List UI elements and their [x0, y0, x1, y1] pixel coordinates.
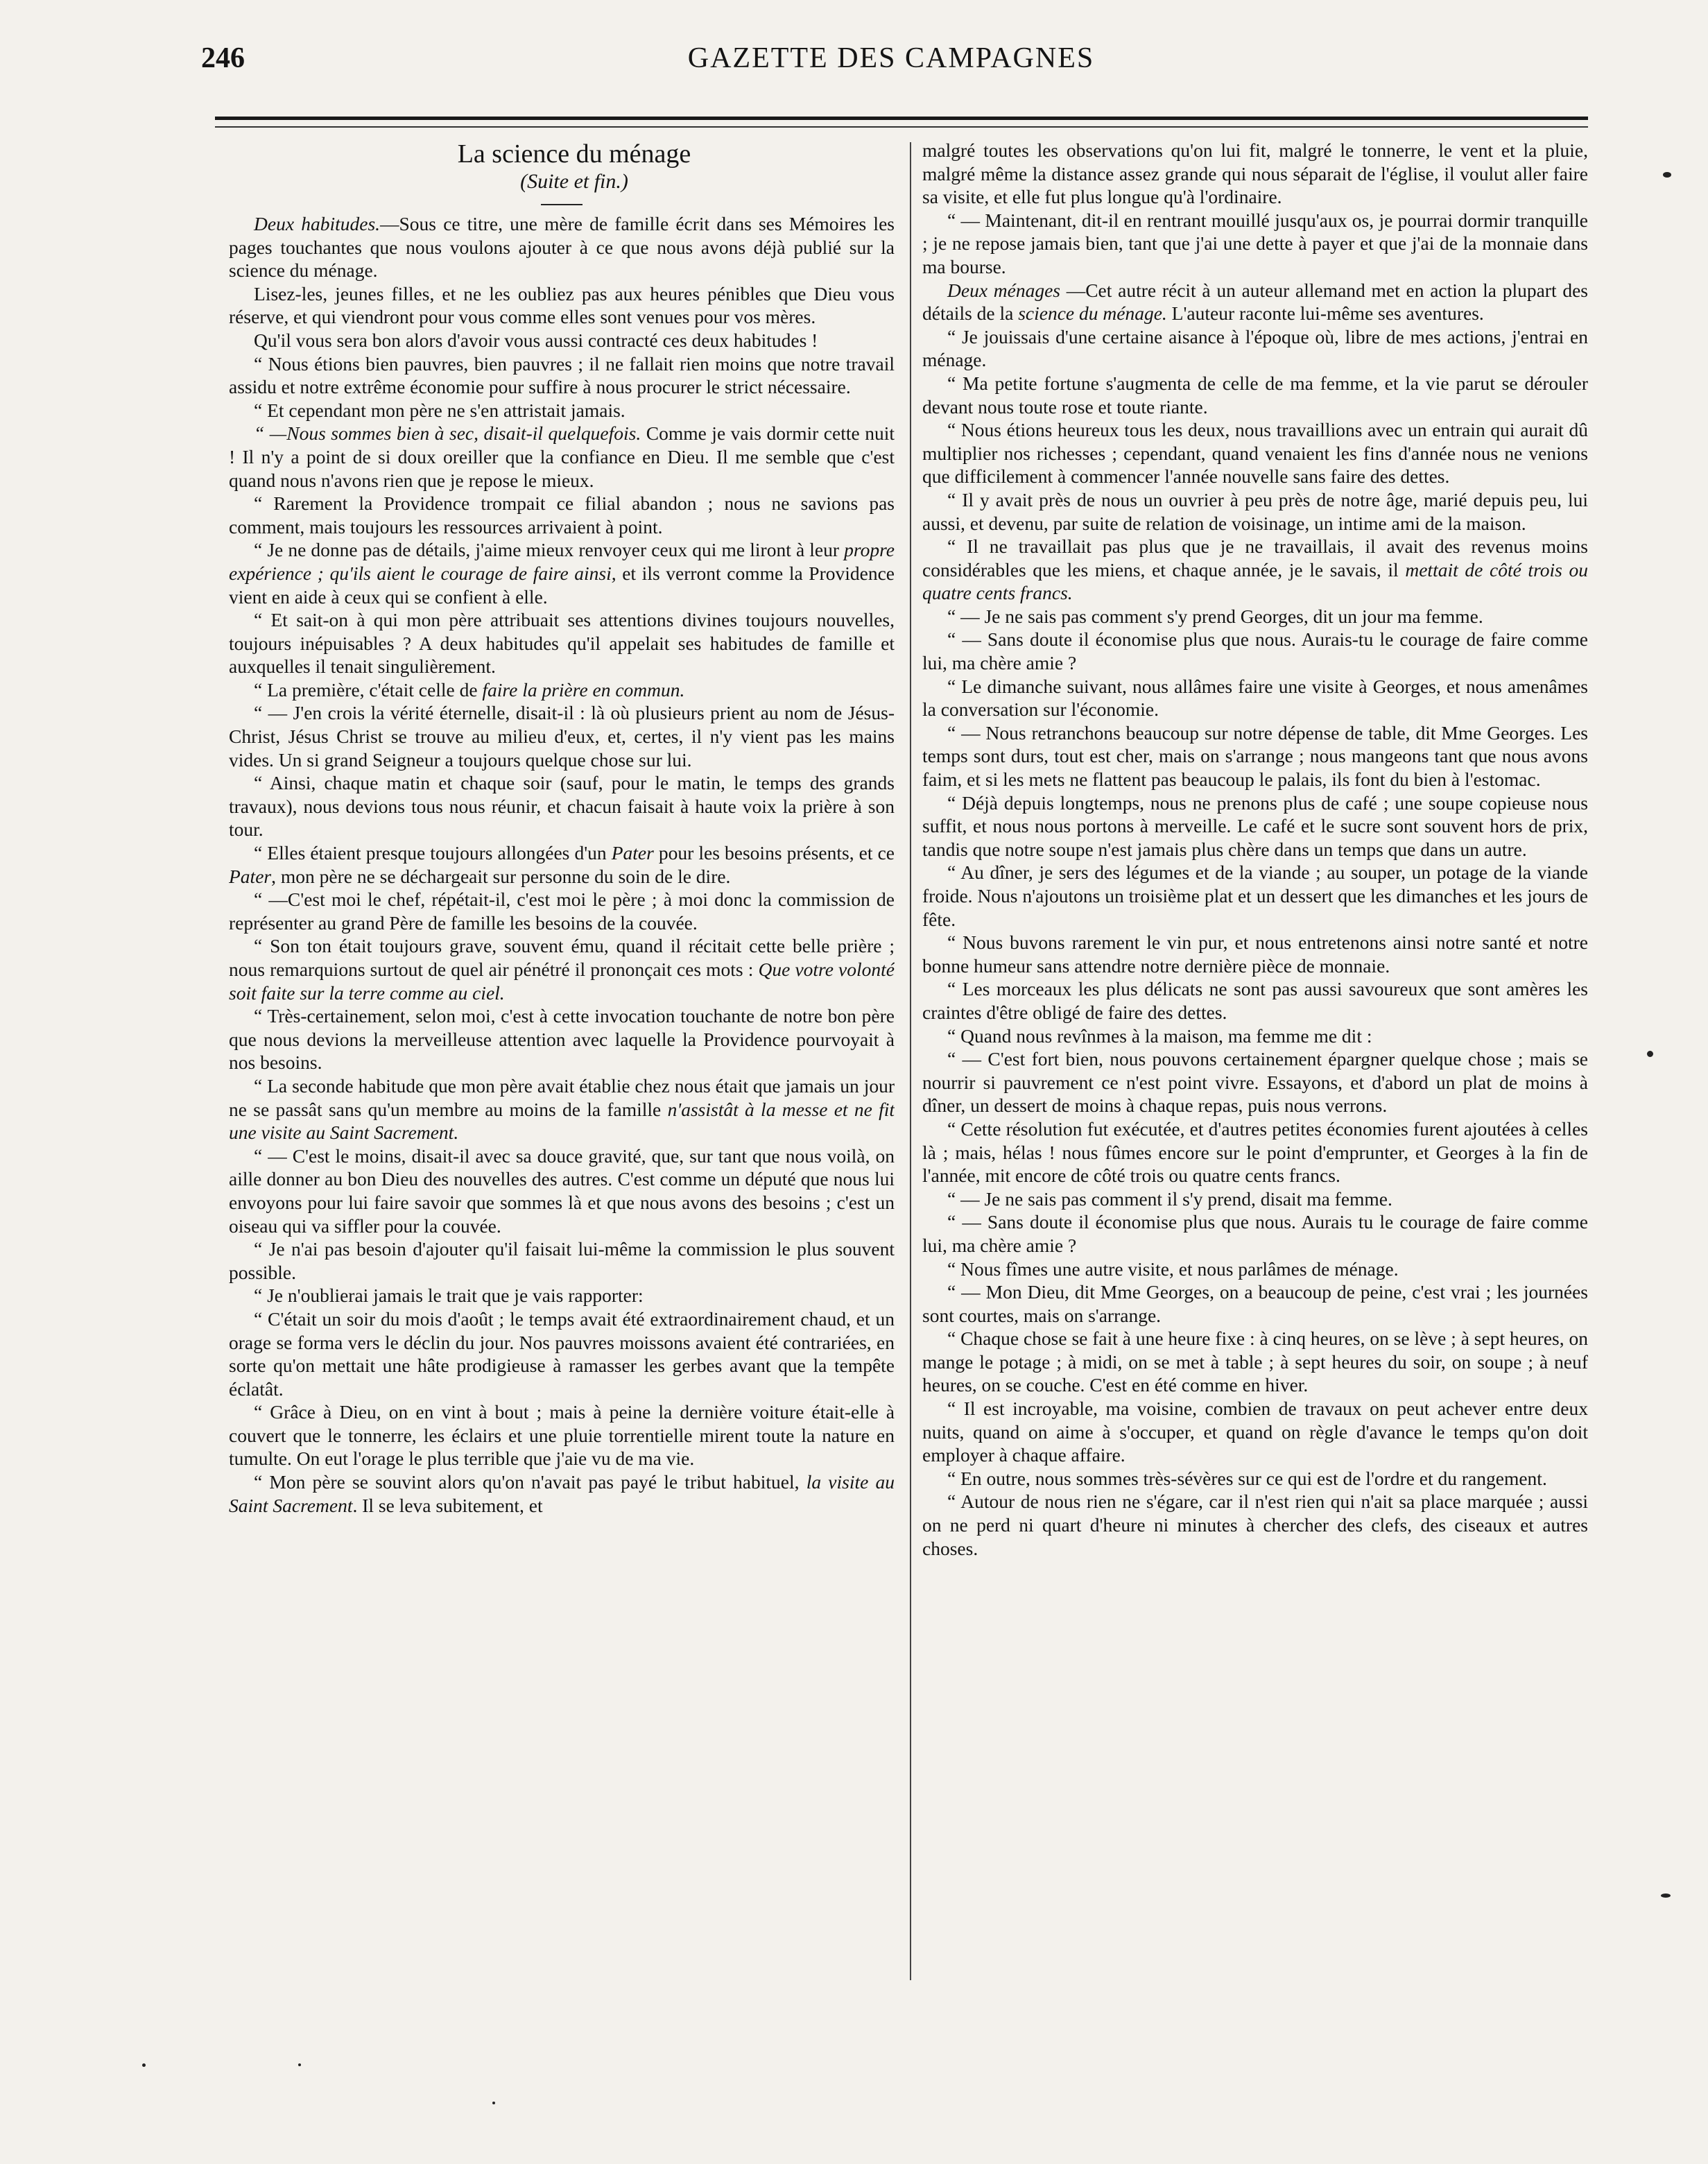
paragraph: “ Nous étions heureux tous les deux, nous travaillions avec un entrain qui aurait dû multiplier nos richesses ; cependant, quand venaient les fins d'année nous ne venions que difficilement à commencer l'année nouvelle sans faire des dettes. [922, 419, 1588, 488]
paragraph: “ — Mon Dieu, dit Mme Georges, on a beaucoup de peine, c'est vrai ; les journées sont courtes, mais on s'arrange. [922, 1281, 1588, 1326]
paragraph: “ Chaque chose se fait à une heure fixe : à cinq heures, on se lève ; à sept heures, on mange le potage ; à midi, on se met à table ; à sept heures du soir, on soupe ; à neuf heures, on se couche. C'est en été comme en hiver. [922, 1328, 1588, 1396]
paragraph: “ Nous buvons rarement le vin pur, et nous entretenons ainsi notre santé et notre bonne humeur sans attendre notre dernière pièce de monnaie. [922, 931, 1588, 977]
article-title: La science du ménage [457, 139, 691, 169]
paragraph: “ Le dimanche suivant, nous allâmes faire une visite à Georges, et nous amenâmes la conversation sur l'économie. [922, 675, 1588, 721]
paragraph: Deux ménages —Cet autre récit à un auteur allemand met en action la plupart des détails de la science du ménage. L'auteur raconte lui-même ses aventures. [922, 279, 1588, 325]
title-rule [541, 204, 583, 205]
paragraph: “ — C'est le moins, disait-il avec sa douce gravité, que, sur tant que nous voilà, on aille donner au bon Dieu des nouvelles des autres. C'est comme un député que nous lui envoyons pour lui faire savoir que sommes là et que nous avons des besoins ; c'est un oiseau qui va siffler pour la couvée. [229, 1144, 895, 1237]
paragraph: “ Elles étaient presque toujours allongées d'un Pater pour les besoins présents, et ce Pater, mon père ne se déchargeait sur personne du soin de le dire. [229, 842, 895, 887]
paragraph: “ Je ne donne pas de détails, j'aime mieux renvoyer ceux qui me liront à leur propre expérience ; qu'ils aient le courage de faire ainsi, et ils verront comme la Providence vient en aide à ceux qui se confient à elle. [229, 539, 895, 608]
paragraph: “ — Nous retranchons beaucoup sur notre dépense de table, dit Mme Georges. Les temps sont durs, tout est cher, mais on s'arrange ; nous mangeons tant que nous avons faim, et si les mets ne flattent pas beaucoup le palais, ils font du bien à l'estomac. [922, 721, 1588, 791]
paragraph: “ Grâce à Dieu, on en vint à bout ; mais à peine la dernière voiture était-elle à couvert que le tonnerre, les éclairs et une pluie torrentielle mirent toute la nature en tumulte. On eut l'orage le plus terrible que j'aie vu de ma vie. [229, 1401, 895, 1470]
paragraph: “ Très-certainement, selon moi, c'est à cette invocation touchante de notre bon père que nous devions la merveilleuse attention avec laquelle la Providence pourvoyait à nos besoins. [229, 1005, 895, 1074]
paragraph: “ Je jouissais d'une certaine aisance à l'époque où, libre de mes actions, j'entrai en ménage. [922, 325, 1588, 371]
paragraph: “ En outre, nous sommes très-sévères sur ce qui est de l'ordre et du rangement. [947, 1467, 1547, 1489]
paragraph: “ — Sans doute il économise plus que nous. Aurais-tu le courage de faire comme lui, ma chère amie ? [922, 628, 1588, 674]
paragraph: “ — Je ne sais pas comment s'y prend Georges, dit un jour ma femme. [947, 605, 1483, 627]
paragraph: “ La seconde habitude que mon père avait établie chez nous était que jamais un jour ne se passât sans qu'un membre au moins de la famille n'assistât à la messe et ne fit une visite au Saint Sacrement. [229, 1074, 895, 1144]
paragraph: “ Quand nous revînmes à la maison, ma femme me dit : [947, 1024, 1372, 1047]
paragraph: “ Il ne travaillait pas plus que je ne travaillais, il avait des revenus moins considérables que les miens, et chaque année, je le savais, il mettait de côté trois ou quatre cents francs. [922, 535, 1588, 604]
paragraph: “ Déjà depuis longtemps, nous ne prenons plus de café ; une soupe copieuse nous suffit, et nous nous portons à merveille. Le café et le sucre sont souvent hors de prix, tandis que notre soupe n'est jamais plus chère dans un temps que dans un autre. [922, 791, 1588, 860]
right-column [922, 139, 1588, 1984]
column-divider [910, 142, 911, 1980]
paragraph: “ Autour de nous rien ne s'égare, car il n'est rien qui n'ait sa place marquée ; aussi on ne perd ni quart d'heure ni minutes à chercher des clefs, des ciseaux et autres choses. [922, 1491, 1588, 1559]
header-rule-thin [215, 126, 1588, 128]
paragraph: “ Ainsi, chaque matin et chaque soir (sauf, pour le matin, le temps des grands travaux), nous devions tous nous réunir, et chacun faisait à haute voix la prière à son tour. [229, 772, 895, 841]
paragraph: “ Et sait-on à qui mon père attribuait ses attentions divines toujours nouvelles, toujours inépuisables ? A deux habitudes qu'il appelait ses habitudes de famille et auxquelles il tenait singulièrement. [229, 609, 895, 678]
paragraph: “ — Sans doute il économise plus que nous. Aurais tu le courage de faire comme lui, ma chère amie ? [922, 1211, 1588, 1256]
paragraph: malgré toutes les observations qu'on lui fit, malgré le tonnerre, le vent et la pluie, malgré même la distance assez grande qui nous séparait de l'église, il voulut aller faire sa visite, et elle fut plus longue qu'à l'ordinaire. [922, 139, 1588, 208]
page-number: 246 [201, 42, 245, 74]
paragraph: “ Rarement la Providence trompait ce filial abandon ; nous ne savions pas comment, mais toujours les ressources arrivaient à point. [229, 492, 895, 538]
print-speck [1663, 172, 1671, 178]
article-subtitle: (Suite et fin.) [520, 170, 628, 193]
header-rule-thick [215, 117, 1588, 120]
paragraph: “ Mon père se souvint alors qu'on n'avait pas payé le tribut habituel, la visite au Saint Sacrement. Il se leva subitement, et [229, 1471, 895, 1516]
page-header [201, 42, 1581, 90]
paragraph: Qu'il vous sera bon alors d'avoir vous aussi contracté ces deux habitudes ! [254, 329, 818, 351]
paragraph: Deux habitudes.—Sous ce titre, une mère de famille écrit dans ses Mémoires les pages touchantes que nous voulons ajouter à ce que nous avons déjà publié sur la science du ménage. [229, 213, 895, 282]
paragraph: “ Son ton était toujours grave, souvent ému, quand il récitait cette belle prière ; nous remarquions surtout de quel air pénétré il prononçait ces mots : Que votre volonté soit faite sur la terre comme au ciel. [229, 935, 895, 1004]
print-speck [298, 2063, 301, 2066]
paragraph: “ Je n'ai pas besoin d'ajouter qu'il faisait lui-même la commission le plus souvent possible. [229, 1238, 895, 1283]
section-label: Deux habitudes. [254, 213, 381, 234]
print-speck [142, 2063, 146, 2067]
journal-title: GAZETTE DES CAMPAGNES [687, 42, 1095, 74]
paragraph: “ Il y avait près de nous un ouvrier à peu près de notre âge, marié depuis peu, lui aussi, et devenu, par suite de relation de voisinage, un intime ami de la maison. [922, 488, 1588, 534]
print-speck [1647, 1051, 1653, 1057]
print-speck [492, 2102, 495, 2104]
paragraph: Lisez-les, jeunes filles, et ne les oubliez pas aux heures pénibles que Dieu vous réserve, et qui viendront pour vous comme elles sont venues pour vos mères. [229, 282, 895, 328]
paragraph: “ Je n'oublierai jamais le trait que je vais rapporter: [254, 1285, 644, 1307]
paragraph: “ — C'est fort bien, nous pouvons certainement épargner quelque chose ; mais se nourrir si pauvrement ce n'est point vivre. Essayons, et d'abord un plat de moins à dîner, un dessert de moins à chaque repas, puis nous verrons. [922, 1048, 1588, 1117]
paragraph: “ — J'en crois la vérité éternelle, disait-il : là où plusieurs prient au nom de Jésus-Christ, Jésus Christ se trouve au milieu d'eux, et, certes, il n'y vient pas les mains vides. Un si grand Seigneur a toujours quelque chose sur lui. [229, 702, 895, 771]
print-speck [1661, 1894, 1671, 1898]
paragraph: “ —C'est moi le chef, répétait-il, c'est moi le père ; à moi donc la commission de représenter au grand Père de famille les besoins de la couvée. [229, 888, 895, 934]
paragraph: “ Ma petite fortune s'augmenta de celle de ma femme, et la vie parut se dérouler devant nous toute rose et toute riante. [922, 372, 1588, 418]
paragraph: “ — Je ne sais pas comment il s'y prend, disait ma femme. [947, 1187, 1392, 1210]
paragraph: “ Les morceaux les plus délicats ne sont pas aussi savoureux que sont amères les craintes d'être obligé de faire des dettes. [922, 978, 1588, 1023]
paragraph: “ C'était un soir du mois d'août ; le temps avait été extraordinairement chaud, et un orage se forma vers le déclin du jour. Nos pauvres moissons avaient été contrariées, en sorte qu'on mettait une hâte prodigieuse à ramasser les gerbes avant que la tempête éclatât. [229, 1307, 895, 1400]
left-column [229, 139, 895, 1984]
paragraph: “ Et cependant mon père ne s'en attristait jamais. [254, 399, 626, 421]
paragraph: “ Nous fîmes une autre visite, et nous parlâmes de ménage. [947, 1257, 1399, 1280]
paragraph: “ — Maintenant, dit-il en rentrant mouillé jusqu'aux os, je pourrai dormir tranquille ; je ne repose jamais bien, tant que j'ai une dette à payer et que j'ai de la monnaie dans ma bourse. [922, 209, 1588, 277]
paragraph: “ —Nous sommes bien à sec, disait-il quelquefois. Comme je vais dormir cette nuit ! Il n'y a point de si doux oreiller que la confiance en Dieu. Il me semble que c'est quand nous n'avons rien que je repose le mieux. [229, 422, 895, 491]
paragraph: “ Nous étions bien pauvres, bien pauvres ; il ne fallait rien moins que notre travail assidu et notre extrême économie pour suffire à nous procurer le strict nécessaire. [229, 352, 895, 398]
paragraph: “ Cette résolution fut exécutée, et d'autres petites économies furent ajoutées à celles là ; mais, hélas ! nous fûmes encore sur le point d'emprunter, et Georges à la fin de l'année, mit encore de côté trois ou quatre cents francs. [922, 1117, 1588, 1187]
paragraph: “ La première, c'était celle de faire la prière en commun. [254, 678, 685, 701]
paragraph: “ Il est incroyable, ma voisine, combien de travaux on peut achever entre deux nuits, quand on aime à s'occuper, et quand on règle d'avance le temps qu'on doit employer à chaque affaire. [922, 1398, 1588, 1466]
paragraph: “ Au dîner, je sers des légumes et de la viande ; au souper, un potage de la viande froide. Nous n'ajoutons un troisième plat et un dessert que les dimanches et les jours de fête. [922, 861, 1588, 930]
section-label: Deux ménages [947, 279, 1060, 301]
